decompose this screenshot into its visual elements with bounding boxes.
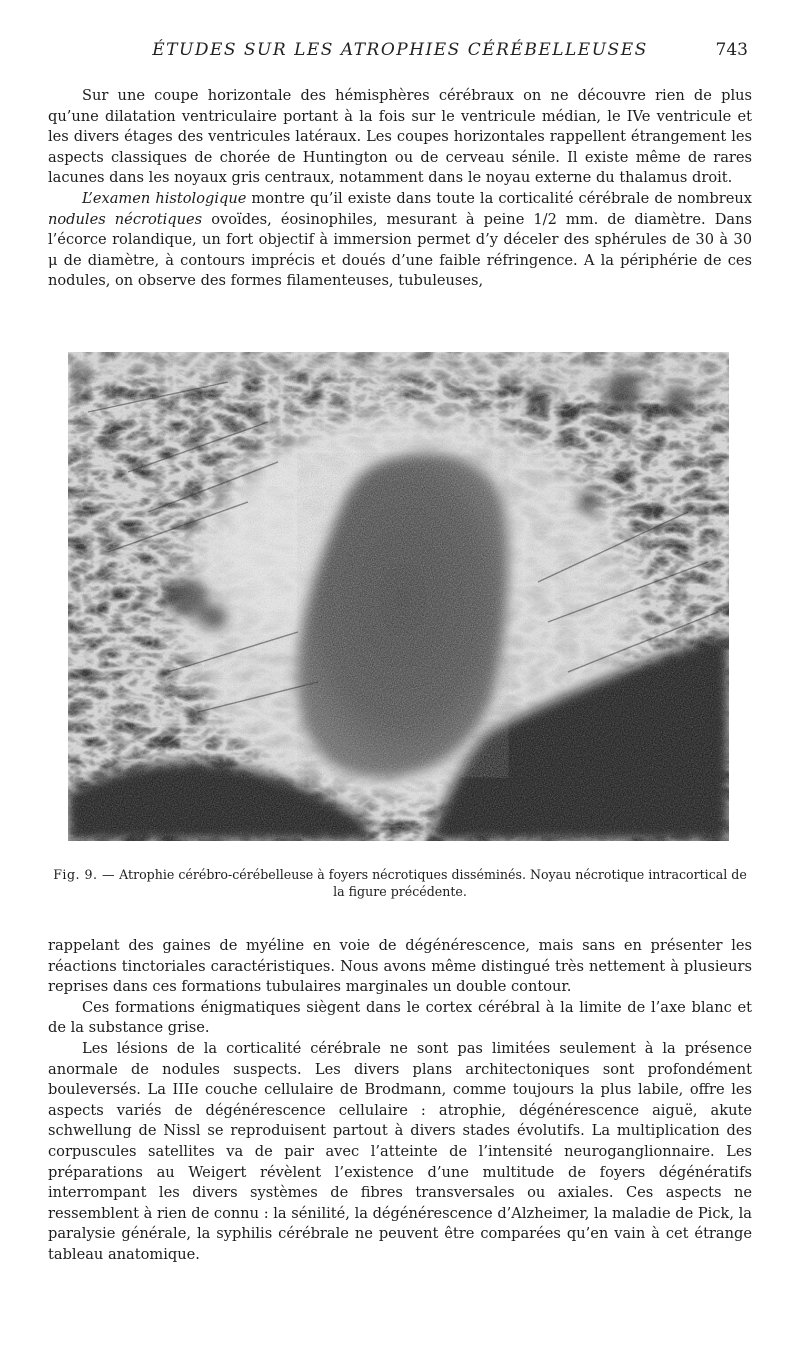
figure-caption — [48, 866, 752, 900]
micrograph-image — [68, 352, 729, 841]
body-text-bottom — [48, 936, 752, 1266]
italic-term: nodules nécrotiques — [48, 210, 203, 228]
micrograph-figure — [68, 352, 729, 841]
running-title: ÉTUDES SUR LES ATROPHIES CÉRÉBELLEUSES — [152, 40, 648, 60]
caption-text: Atrophie cérébro-cérébelleuse à foyers nécrotiques disséminés. Noyau nécrotique intracortical de la figure précédente. — [115, 867, 747, 899]
body-text-top — [48, 86, 752, 292]
paragraph — [48, 189, 752, 292]
italic-term: L’examen histologique — [82, 189, 247, 207]
paragraph: Les lésions de la corticalité cérébrale ne sont pas limitées seulement à la présence anormale de nodules suspects. Les divers plans architectoniques sont profondément bouleversés. La IIIe couche cellulaire de Brodmann, comme toujours la plus labile, offre les aspects variés de dégénérescence cellulaire : atrophie, dégénérescence aiguë, akute schwellung de Nissl se reproduisent partout à divers stades évolutifs. La multiplication des corpuscules satellites va de pair avec l’atteinte de l’intensité neuroganglionnaire. Les préparations au Weigert révèlent l’existence d’une multitude de foyers dégénératifs interrompant les divers systèmes de fibres transversales ou axiales. Ces aspects ne ressemblent à rien de connu : la sénilité, la dégénérescence d’Alzheimer, la maladie de Pick, la paralysie générale, la syphilis cérébrale ne peuvent être comparées qu’en vain à cet étrange tableau anatomique. — [48, 1039, 752, 1263]
paragraph: rappelant des gaines de myéline en voie de dégénérescence, mais sans en présenter les réactions tinctoriales caractéristiques. Nous avons même distingué très nettement à plusieurs reprises dans ces formations tubulaires marginales un double contour. — [48, 937, 752, 996]
figure-label: Fig. 9. — — [53, 867, 116, 882]
page-number: 743 — [715, 40, 748, 60]
paragraph: Ces formations énigmatiques siègent dans le cortex cérébral à la limite de l’axe blanc et de la substance grise. — [48, 998, 752, 1037]
text-run: ovoïdes, éosinophiles, mesurant à peine 1/2 mm. de diamètre. Dans l’écorce rolandique, un fort objectif à immersion permet d’y déceler des sphérules de 30 à 30 μ de diamètre, à contours imprécis et doués d’une faible réfringence. A la périphérie de ces nodules, on observe des formes filamenteuses, tubuleuses, — [48, 210, 752, 290]
running-head — [0, 40, 800, 68]
paragraph: Sur une coupe horizontale des hémisphères cérébraux on ne découvre rien de plus qu’une dilatation ventriculaire portant à la fois sur le ventricule médian, le IVe ventricule et les divers étages des ventricules latéraux. Les coupes horizontales rappellent étrangement les aspects classiques de chorée de Huntington ou de cerveau sénile. Il existe même de rares lacunes dans les noyaux gris centraux, notamment dans le noyau externe du thalamus droit. — [48, 87, 752, 187]
text-run: montre qu’il existe dans toute la corticalité cérébrale de nombreux — [246, 189, 752, 207]
